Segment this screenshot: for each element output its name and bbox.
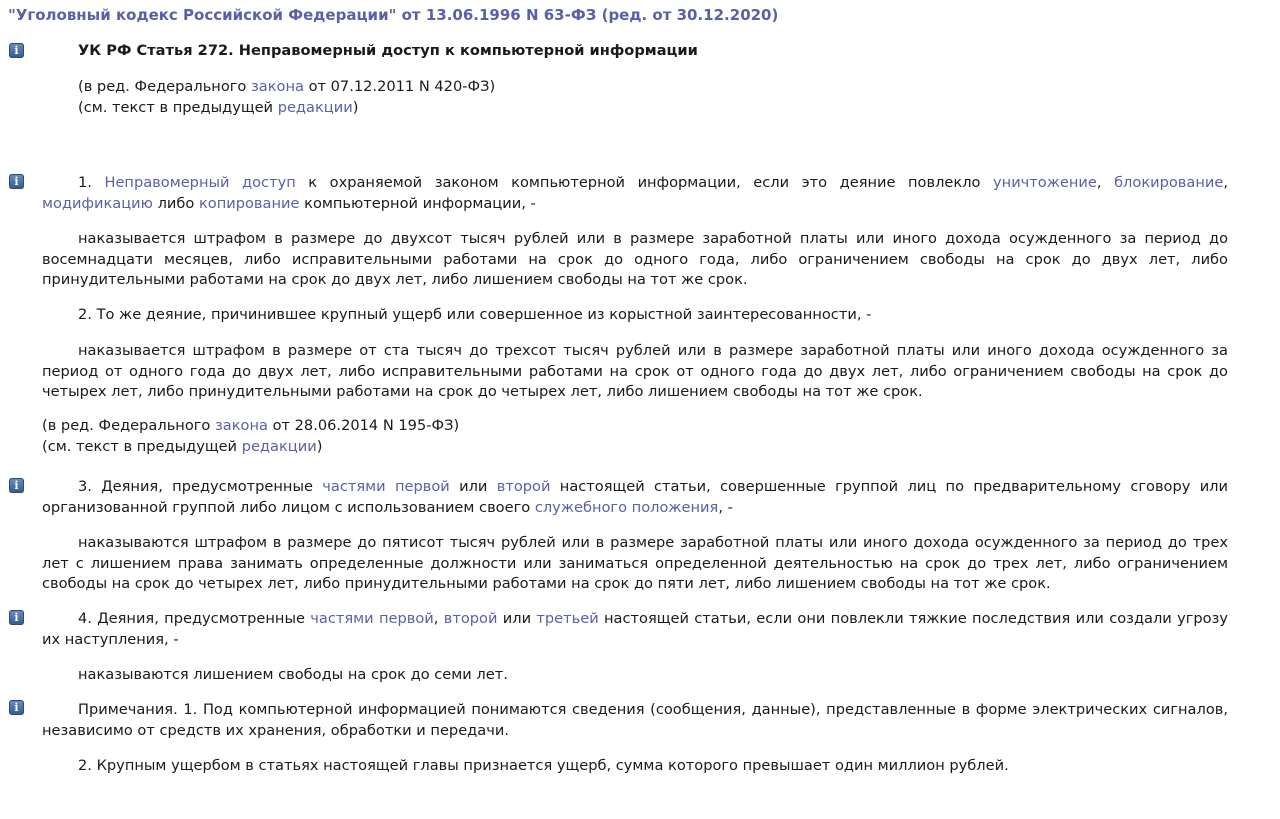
edition-note: (в ред. Федерального закона от 07.12.2011 N 420-ФЗ) [78,78,496,95]
note-1: Примечания. 1. Под компьютерной информацией понимаются сведения (сообщения, данные), представленные в форме электрических сигналов, независимо от средств их хранения, обработки и передачи. [42,701,1228,739]
info-icon[interactable] [9,174,24,189]
article-heading: УК РФ Статья 272. Неправомерный доступ к компьютерной информации [78,42,698,59]
part-4-text: 4. Деяния, предусмотренные частями первой, второй или третьей настоящей статьи, если они повлекли тяжкие последствия или создали угрозу их наступления, - [42,610,1229,648]
part-1-penalty: наказывается штрафом в размере до двухсот тысяч рублей или в размере заработной платы или иного дохода осужденного за период до восемнадцати месяцев, либо исправительными работами на срок до одного года, либо ограничением свободы на срок до двух лет, либо принудительными работами на срок до двух лет, либо лишением свободы на тот же срок. [42,230,1228,289]
official-position-link[interactable]: служебного положения [534,498,719,516]
part-3-text: 3. Деяния, предусмотренные частями первой или второй настоящей статьи, совершенные группой лиц по предварительному сговору или организованной группой либо лицом с использованием своего служебного положения, - [42,478,1228,516]
law-link[interactable]: закона [215,417,268,434]
law-link[interactable]: закона [251,78,304,95]
info-icon[interactable] [9,700,24,715]
parts-first-link[interactable]: частями первой [322,478,450,495]
info-icon[interactable] [9,43,24,58]
part-2-penalty: наказывается штрафом в размере от ста тысяч до трехсот тысяч рублей или в размере заработной платы или иного дохода осужденного за период от одного года до двух лет, либо исправительными работами на срок от одного года до двух лет, либо ограничением свободы на срок до четырех лет, либо принудительными работами на срок до четырех лет, либо лишением свободы на тот же срок. [42,342,1228,401]
info-icon[interactable] [9,610,24,625]
part-second-link[interactable]: второй [443,610,498,627]
unauthorized-access-link[interactable]: Неправомерный доступ [104,174,296,191]
part-second-link[interactable]: второй [496,478,551,495]
blocking-link[interactable]: блокирование [1114,174,1224,191]
info-icon[interactable] [9,478,24,493]
edition-note: (в ред. Федерального закона от 28.06.2014 N 195-ФЗ) [42,417,460,434]
prev-text-note: (см. текст в предыдущей редакции) [78,98,359,116]
document-title-link[interactable]: "Уголовный кодекс Российской Федерации" от 13.06.1996 N 63-ФЗ (ред. от 30.12.2020) [8,6,779,24]
note-2: 2. Крупным ущербом в статьях настоящей главы признается ущерб, сумма которого превышает один миллион рублей. [78,757,1009,774]
modification-link[interactable]: модификацию [42,194,153,212]
prev-text-note: (см. текст в предыдущей редакции) [42,437,323,455]
parts-first-link[interactable]: частями первой [310,610,434,627]
copying-link[interactable]: копирование [198,194,300,212]
article-edition-notes [78,77,1228,118]
part-2-text: 2. То же деяние, причинившее крупный ущерб или совершенное из корыстной заинтересованности, - [78,306,872,323]
part-1-text: 1. Неправомерный доступ к охраняемой законом компьютерной информации, если это деяние повлекло уничтожение, блокирование, модификацию либо копирование компьютерной информации, - [42,174,1228,212]
part-2-edition-notes [42,416,1228,457]
part-third-link[interactable]: третьей [536,610,599,627]
destruction-link[interactable]: уничтожение [993,174,1097,191]
part-3-penalty: наказываются штрафом в размере до пятисот тысяч рублей или в размере заработной платы или иного дохода осужденного за период до трех лет с лишением права занимать определенные должности или заниматься определенной деятельностью на срок до трех лет, либо ограничением свободы на срок до четырех лет, либо принудительными работами на срок до пяти лет, либо лишением свободы на тот же срок. [42,534,1228,593]
edition-link[interactable]: редакции [277,98,353,116]
part-4-penalty: наказываются лишением свободы на срок до семи лет. [78,666,508,683]
edition-link[interactable]: редакции [241,437,317,455]
